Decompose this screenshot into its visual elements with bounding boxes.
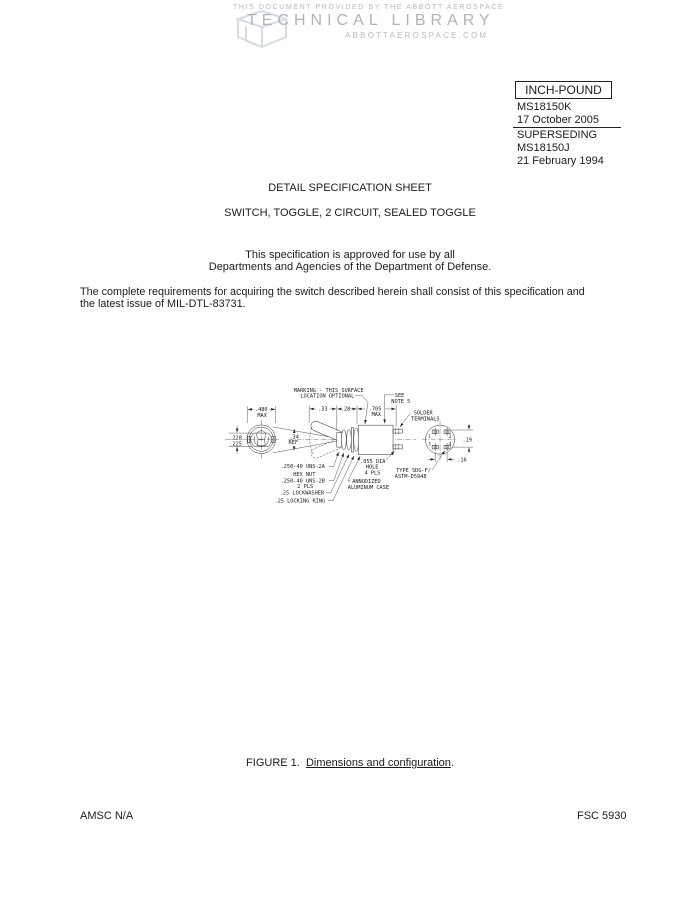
marking-callout-line-2: LOCATION OPTIONAL [300, 393, 355, 400]
hole-callout-line-3: 4 PLS [364, 470, 381, 477]
header-site-url: ABBOTTAEROSPACE.COM [345, 31, 489, 40]
type-callout-line-1: TYPE SDG-F/ [396, 468, 431, 475]
case-callout-line-2: ALUMINUM CASE [347, 484, 390, 491]
terminal-4-number: 4 [448, 442, 452, 448]
solder-terminals-callout-line-2: TERMINALS [411, 416, 440, 423]
terminal-3-number: 3 [428, 442, 431, 448]
hex-nut-callout-line-2: .250-40 UNS-2B [280, 478, 325, 485]
superseded-date: 21 February 1994 [517, 155, 604, 167]
doc-number: MS18150K [517, 101, 572, 113]
dim-34-label: .34 [289, 434, 299, 441]
sheet-title: DETAIL SPECIFICATION SHEET [268, 182, 432, 194]
header-library-title: TECHNICAL LIBRARY [247, 12, 495, 29]
figure-caption-prefix: FIGURE 1. [246, 757, 300, 769]
hole-callout-line-1: .055 DIA [360, 458, 386, 465]
hex-nut-callout-line-3: 2 PLS [297, 483, 314, 490]
see-note-callout-line-1: SEE [394, 393, 405, 400]
marking-callout-line-1: MARKING - THIS SURFACE [293, 387, 364, 394]
dim-16-label: .16 [457, 457, 467, 464]
dim-228-label: .228 [229, 435, 242, 442]
case-callout-line-1: ANNODIZED [352, 479, 381, 486]
superseded-number: MS18150J [517, 142, 570, 154]
subject-title: SWITCH, TOGGLE, 2 CIRCUIT, SEALED TOGGLE [224, 207, 476, 219]
requirements-paragraph-line-1: The complete requirements for acquiring the switch described herein shall consist of this specification and [80, 286, 585, 298]
figure-caption-title: Dimensions and configuration [305, 757, 451, 769]
terminal-1-number: 1 [428, 434, 431, 440]
hole-callout-line-2: HOLE [365, 464, 379, 471]
id-block-divider [513, 127, 621, 128]
dim-28-label: .28 [340, 406, 351, 413]
type-callout-line-2: ASTM-D5948 [394, 473, 427, 480]
see-note-callout-line-2: NOTE 5 [391, 398, 411, 405]
approval-line-1: This specification is approved for use by all [245, 249, 455, 261]
dim-19-label: .19 [462, 437, 472, 444]
dim-480-label: .480 [254, 407, 268, 414]
dim-705-label: .705 [368, 406, 382, 413]
dim-34-ref-label: REF [288, 440, 299, 447]
approval-line-2: Departments and Agencies of the Department of Defense. [208, 261, 492, 273]
solder-terminals-callout-line-1: SOLDER [413, 410, 433, 417]
figure-1-drawing [0, 383, 700, 683]
dim-33-label: .33 [318, 406, 328, 413]
terminal-view [395, 421, 473, 480]
figure-caption-period: . [450, 757, 454, 769]
superseding-label: SUPERSEDING [517, 129, 598, 141]
header-provided-line: THIS DOCUMENT PROVIDED BY THE ABBOTT AEROSPACE [233, 4, 505, 11]
doc-date: 17 October 2005 [517, 114, 599, 126]
dim-480-max-label: MAX [257, 412, 267, 419]
inch-pound-designation: INCH-POUND [515, 81, 612, 99]
requirements-paragraph-line-2: the latest issue of MIL-DTL-83731. [80, 298, 246, 310]
locking-ring-callout: .25 LOCKING RING [274, 498, 326, 505]
figure-caption [0, 757, 700, 769]
lockwasher-callout: .25 LOCKWASHER [279, 490, 325, 497]
side-view [273, 388, 440, 505]
dim-705-max-label: MAX [371, 411, 382, 418]
front-view [225, 406, 279, 459]
fsc-number: FSC 5930 [577, 810, 627, 822]
thread-callout: .250-40 UNS-2A [280, 464, 325, 471]
amsc-number: AMSC N/A [80, 810, 134, 822]
dim-225-label: .225 [229, 441, 242, 448]
hex-nut-callout-line-1: HEX NUT [293, 472, 316, 479]
terminal-2-number: 2 [448, 434, 452, 440]
